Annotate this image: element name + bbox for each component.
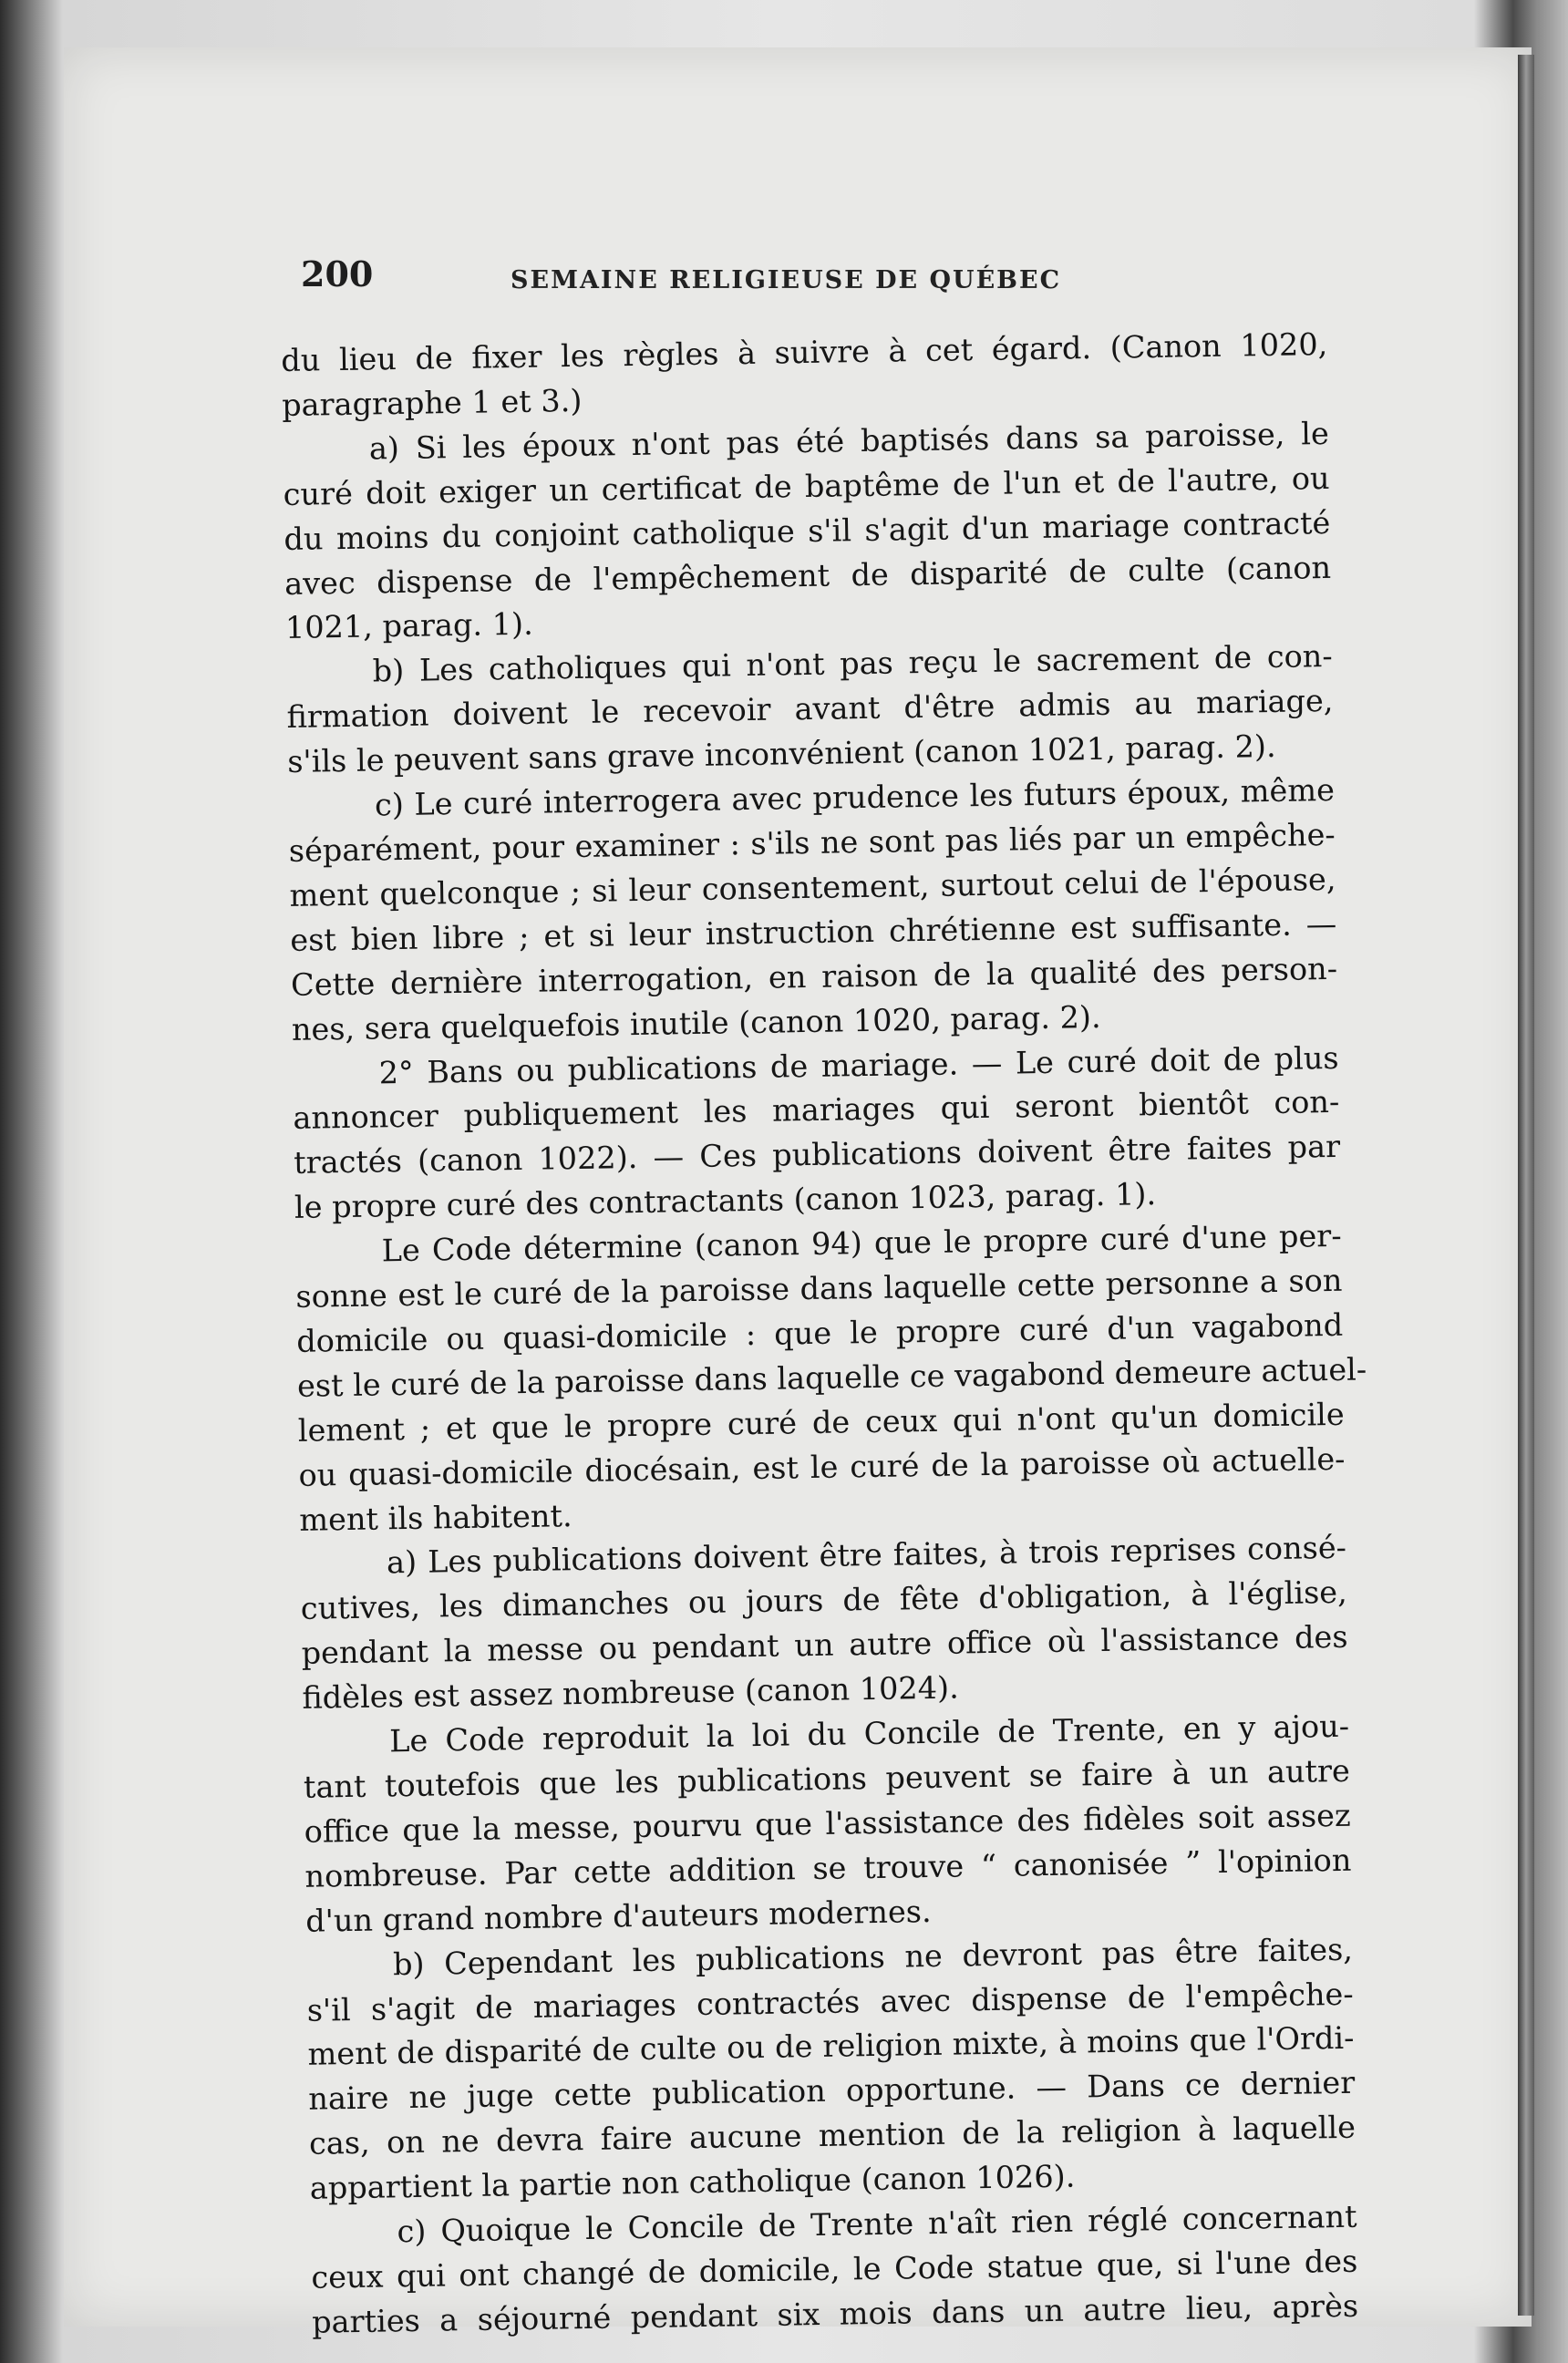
text-line: fidèles est assez nombreuse (canon 1024). xyxy=(302,1669,960,1717)
text-line: tractés (canon 1022). — Ces publications doivent être faites par xyxy=(293,1129,1341,1182)
text-line: parties a séjourné pendant six mois dans un autre lieu, après xyxy=(311,2287,1359,2340)
text-line: nes, sera quelquefois inutile (canon 1020, parag. 2). xyxy=(291,998,1101,1047)
text-line: Le Code détermine (canon 94) que le propre curé d'une per- xyxy=(381,1217,1342,1269)
text-line: d'un grand nombre d'auteurs modernes. xyxy=(304,1893,932,1939)
text-line: naire ne juge cette publication opportune. — Dans ce dernier xyxy=(308,2065,1356,2118)
text-line: avec dispense de l'empêchement de disparité de culte (canon xyxy=(284,549,1332,602)
text-line: firmation doivent le recevoir avant d'être admis au mariage, xyxy=(286,683,1334,736)
text-line: sonne est le curé de la paroisse dans laquelle cette personne a son xyxy=(295,1262,1343,1315)
text-line: tant toutefois que les publications peuvent se faire à un autre xyxy=(303,1752,1351,1805)
text-line: du lieu de fixer les règles à suivre à cet égard. (Canon 1020, xyxy=(281,325,1328,378)
text-line: ment ils habitent. xyxy=(299,1497,573,1538)
text-line: curé doit exiger un certificat de baptême de l'un et de l'autre, ou xyxy=(283,459,1330,512)
text-line: b) Les catholiques qui n'ont pas reçu le sacrement de con- xyxy=(372,638,1333,689)
running-title: SEMAINE RELIGIEUSE DE QUÉBEC xyxy=(511,266,1062,294)
text-line: annoncer publiquement les mariages qui seront bientôt con- xyxy=(293,1084,1340,1137)
text-line: appartient la partie non catholique (canon 1026). xyxy=(309,2158,1076,2206)
text-line: séparément, pour examiner : s'ils ne sont pas liés par un empêche- xyxy=(288,816,1336,869)
text-line: le propre curé des contractants (canon 1023, parag. 1). xyxy=(294,1176,1157,1226)
text-line: a) Si les époux n'ont pas été baptisés dans sa paroisse, le xyxy=(368,415,1330,467)
text-line: s'il s'agit de mariages contractés avec dispense de l'empêche- xyxy=(306,1976,1354,2028)
text-line: domicile ou quasi-domicile : que le propre curé d'un vagabond xyxy=(295,1306,1344,1359)
text-line: Le Code reproduit la loi du Concile de Trente, en y ajou- xyxy=(388,1708,1350,1759)
text-line: est le curé de la paroisse dans laquelle ce vagabond demeure actuel- xyxy=(296,1351,1367,1404)
body-text xyxy=(281,323,1367,2346)
text-line: 1021, parag. 1). xyxy=(284,606,533,646)
text-line: ment quelconque ; si leur consentement, surtout celui de l'épouse, xyxy=(289,861,1336,913)
text-line: cas, on ne devra faire aucune mention de la religion à laquelle xyxy=(308,2109,1357,2162)
text-line: ment de disparité de culte ou de religion mixte, à moins que l'Ordi- xyxy=(307,2020,1355,2073)
text-line: office que la messe, pourvu que l'assistance des fidèles soit assez xyxy=(304,1797,1351,1850)
text-line: lement ; et que le propre curé de ceux qui n'ont qu'un domicile xyxy=(297,1396,1345,1449)
text-line: a) Les publications doivent être faites, à trois reprises consé- xyxy=(386,1530,1347,1581)
text-line: ceux qui ont changé de domicile, le Code statue que, si l'une des xyxy=(311,2243,1358,2296)
text-line: s'ils le peuvent sans grave inconvénient (canon 1021, parag. 2). xyxy=(286,728,1276,780)
page-header xyxy=(301,253,1322,308)
facing-page-edge xyxy=(1518,55,1534,2316)
text-line: paragraphe 1 et 3.) xyxy=(281,382,583,423)
text-line: est bien libre ; et si leur instruction chrétienne est suffisante. — xyxy=(290,905,1337,958)
text-line: c) Quoique le Concile de Trente n'aît rien réglé concernant xyxy=(397,2198,1357,2250)
text-line: ou quasi-domicile diocésain, est le curé de la paroisse où actuelle- xyxy=(298,1440,1346,1493)
text-line: Cette dernière interrogation, en raison de la qualité des person- xyxy=(290,950,1338,1003)
text-line: du moins du conjoint catholique s'il s'agit d'un mariage contracté xyxy=(284,504,1331,557)
page-number: 200 xyxy=(301,253,374,294)
text-line: cutives, les dimanches ou jours de fête d'obligation, à l'église, xyxy=(300,1574,1348,1627)
text-line: c) Le curé interrogera avec prudence les futurs époux, même xyxy=(374,771,1336,823)
text-line: pendant la messe ou pendant un autre office où l'assistance des xyxy=(301,1619,1348,1672)
text-line: 2° Bans ou publications de mariage. — Le curé doit de plus xyxy=(378,1039,1339,1090)
text-line: b) Cependant les publications ne devront pas être faites, xyxy=(392,1931,1354,1982)
text-line: nombreuse. Par cette addition se trouve “ canonisée ” l'opinion xyxy=(304,1842,1352,1894)
